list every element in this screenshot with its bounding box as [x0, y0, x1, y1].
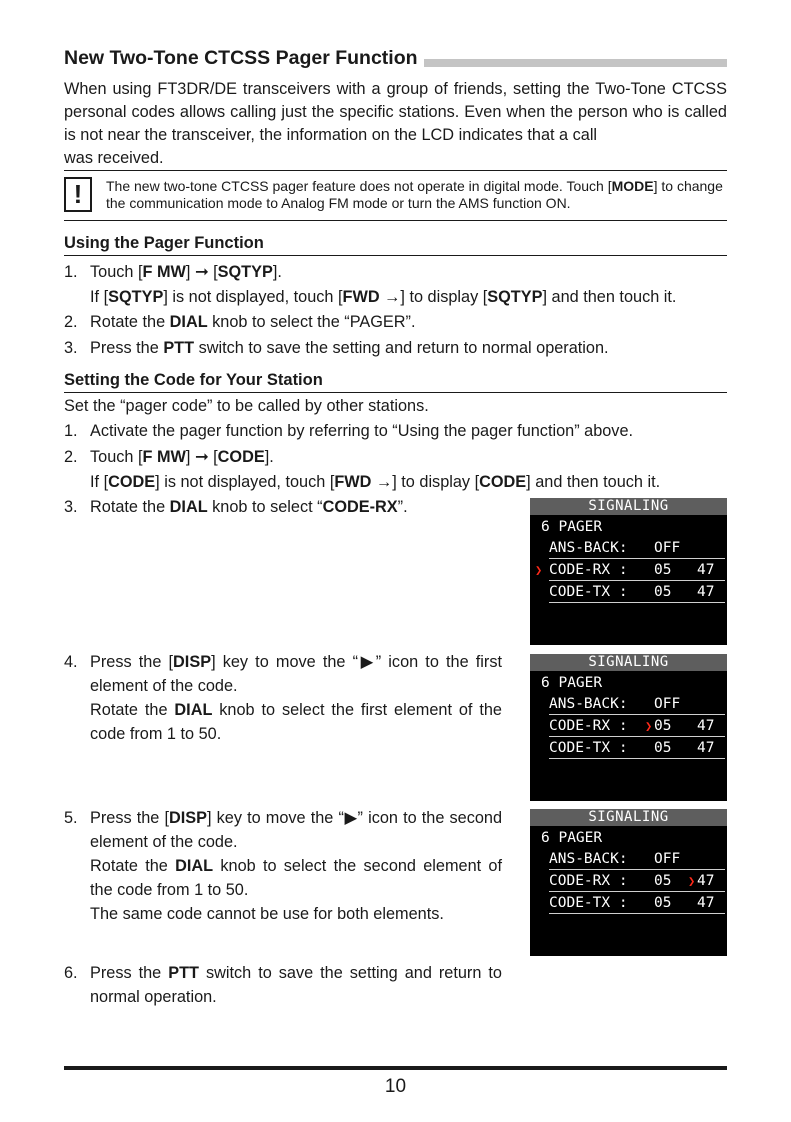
lcd-row-code-tx — [549, 738, 725, 759]
lcd-row-ans-back — [549, 694, 725, 715]
lcd-rx-label: CODE-RX : — [549, 873, 628, 889]
lcd-row-ans-back — [549, 849, 725, 870]
lcd-rx-code1: 05 — [654, 562, 672, 578]
footer-rule — [64, 1066, 727, 1070]
lcd-mode-label: 6 PAGER — [541, 830, 603, 846]
intro-body: When using FT3DR/DE transceivers with a group of friends, setting the Two-Tone CTCSS personal codes allows calling just the specific stations. Even when the person who is called is not near the transceiver, the information on the LCD indicates that a call — [64, 80, 727, 144]
lcd-header: SIGNALING — [530, 498, 727, 515]
lcd-rx-code2: 47 — [697, 562, 715, 578]
lcd-screen-select-code-rx — [530, 498, 727, 645]
lcd-ans-value: OFF — [654, 540, 681, 556]
lcd-row-code-rx — [549, 716, 725, 737]
lcd-ans-value: OFF — [654, 851, 681, 867]
code-step-5-number: 5. — [64, 809, 78, 827]
pager-step-1-note: If [SQTYP] is not displayed, touch [FWD →] to display [SQTYP] and then touch it. — [90, 288, 677, 306]
section-heading-setting-code: Setting the Code for Your Station — [64, 370, 727, 393]
caution-note — [64, 170, 727, 221]
lcd-mode-label: 6 PAGER — [541, 519, 603, 535]
code-step-6 — [90, 961, 502, 1009]
code-step-4-text-a: Press the [DISP] key to move the “▶” icon to the first element of the code. — [90, 653, 503, 695]
code-step-4-number: 4. — [64, 653, 78, 671]
pager-step-2: 2. Rotate the DIAL knob to select the “PAGER”. — [64, 313, 416, 331]
caution-note-text: The new two-tone CTCSS pager feature does not operate in digital mode. Touch [MODE] to change the communication mode to Analog FM mode or turn the AMS function ON. — [106, 178, 723, 211]
code-step-4 — [90, 650, 502, 746]
cursor-arrow-icon: ❯ — [645, 719, 653, 733]
page-number: 10 — [384, 1076, 407, 1097]
lcd-rx-code1: 05 — [654, 873, 672, 889]
exclamation-icon: ! — [64, 177, 92, 212]
lcd-rx-code1: 05 — [654, 718, 672, 734]
section-heading-using-pager: Using the Pager Function — [64, 233, 727, 256]
lcd-row-code-tx — [549, 893, 725, 914]
title-rule-block — [64, 47, 727, 69]
lcd-header: SIGNALING — [530, 809, 727, 826]
intro-last-line: was received. — [64, 149, 164, 167]
code-step-4-text-b: Rotate the DIAL knob to select the first element of the code from 1 to 50. — [90, 701, 502, 743]
code-step-5-text-b: Rotate the DIAL knob to select the second element of the code from 1 to 50. — [90, 857, 503, 899]
code-step-2: 2. Touch [F MW] ➞ [CODE]. — [64, 448, 274, 466]
lcd-row-code-rx — [549, 560, 725, 581]
lcd-tx-code2: 47 — [697, 584, 715, 600]
lcd-rx-label: CODE-RX : — [549, 562, 628, 578]
code-step-5 — [90, 806, 502, 926]
lcd-row-code-tx — [549, 582, 725, 603]
lcd-tx-label: CODE-TX : — [549, 895, 628, 911]
cursor-arrow-icon: ❯ — [535, 563, 543, 577]
lcd-rx-code2: 47 — [697, 718, 715, 734]
lcd-ans-label: ANS-BACK: — [549, 540, 628, 556]
lcd-tx-code2: 47 — [697, 740, 715, 756]
code-step-6-number: 6. — [64, 964, 78, 982]
code-section-intro: Set the “pager code” to be called by other stations. — [64, 397, 429, 415]
lcd-row-ans-back — [549, 538, 725, 559]
lcd-header: SIGNALING — [530, 654, 727, 671]
lcd-tx-code2: 47 — [697, 895, 715, 911]
code-step-5-text-c: The same code cannot be use for both elements. — [90, 905, 444, 923]
intro-paragraph — [64, 78, 727, 170]
lcd-ans-label: ANS-BACK: — [549, 696, 628, 712]
lcd-tx-code1: 05 — [654, 895, 672, 911]
pager-step-3: 3. Press the PTT switch to save the setting and return to normal operation. — [64, 339, 609, 357]
lcd-tx-label: CODE-TX : — [549, 584, 628, 600]
code-step-5-text-a: Press the [DISP] key to move the “▶” icon to the second element of the code. — [90, 809, 502, 851]
page-title: New Two-Tone CTCSS Pager Function — [64, 47, 424, 69]
code-step-2-note: If [CODE] is not displayed, touch [FWD →] to display [CODE] and then touch it. — [90, 473, 661, 491]
code-step-6-text: Press the PTT switch to save the setting and return to normal operation. — [90, 964, 502, 1006]
code-step-3: 3. Rotate the DIAL knob to select “CODE-RX”. — [64, 498, 408, 516]
lcd-rx-label: CODE-RX : — [549, 718, 628, 734]
cursor-arrow-icon: ❯ — [688, 874, 696, 888]
lcd-ans-value: OFF — [654, 696, 681, 712]
lcd-tx-label: CODE-TX : — [549, 740, 628, 756]
lcd-screen-first-element — [530, 654, 727, 801]
lcd-rx-code2: 47 — [697, 873, 715, 889]
lcd-tx-code1: 05 — [654, 584, 672, 600]
code-step-1: 1. Activate the pager function by referring to “Using the pager function” above. — [64, 422, 634, 440]
lcd-row-code-rx — [549, 871, 725, 892]
lcd-mode-label: 6 PAGER — [541, 675, 603, 691]
lcd-ans-label: ANS-BACK: — [549, 851, 628, 867]
lcd-screen-second-element — [530, 809, 727, 956]
pager-step-1: 1. Touch [F MW] ➞ [SQTYP]. — [64, 263, 282, 281]
lcd-tx-code1: 05 — [654, 740, 672, 756]
